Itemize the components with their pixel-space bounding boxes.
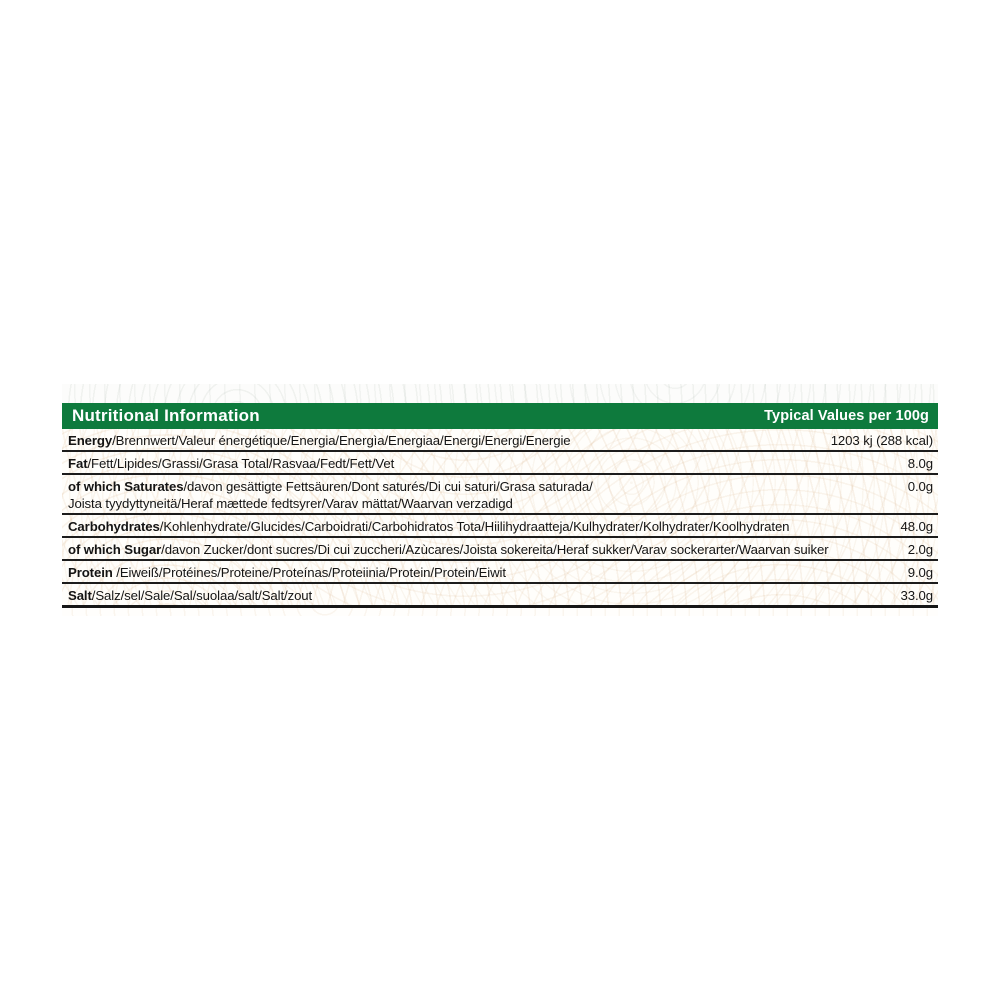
typical-values-label: Typical Values per 100g	[764, 408, 929, 424]
nutrient-name: Carbohydrates	[68, 519, 160, 534]
nutrient-label	[68, 455, 394, 472]
nutrient-label	[68, 518, 789, 535]
nutrient-translations: /Fett/Lipides/Grassi/Grasa Total/Rasvaa/Fedt/Fett/Vet	[87, 456, 395, 471]
nutrition-row-protein	[62, 561, 938, 584]
nutrition-row-salt	[62, 584, 938, 608]
nutrition-header-bar	[62, 403, 938, 429]
nutrient-name: of which Saturates	[68, 479, 184, 494]
nutrient-label	[68, 587, 312, 604]
nutrition-rows	[62, 429, 938, 608]
nutrient-translations-line2: Joista tyydyttyneitä/Heraf mættede fedtsyrer/Varav mättat/Waarvan verzadigd	[68, 496, 513, 511]
nutrient-translations: /davon gesättigte Fettsäuren/Dont saturés/Di cui saturi/Grasa saturada/	[183, 479, 593, 494]
nutrition-row-carbohydrates	[62, 515, 938, 538]
nutrient-label	[68, 564, 506, 581]
nutrition-row-sugar	[62, 538, 938, 561]
nutrient-label	[68, 432, 571, 449]
nutrient-value: 9.0g	[907, 565, 933, 580]
nutrient-value: 33.0g	[900, 588, 933, 603]
nutrition-row-energy	[62, 429, 938, 452]
nutrient-label	[68, 478, 593, 512]
nutrient-value: 1203 kj (288 kcal)	[830, 433, 933, 448]
nutrient-name: Energy	[68, 433, 113, 448]
nutrient-value: 0.0g	[907, 479, 933, 494]
nutrition-label	[62, 384, 938, 616]
nutrient-label	[68, 541, 829, 558]
label-top-texture	[62, 384, 938, 403]
label-bottom-texture	[62, 608, 938, 616]
nutrient-value: 48.0g	[900, 519, 933, 534]
nutrient-translations: /davon Zucker/dont sucres/Di cui zuccheri/Azùcares/Joista sokereita/Heraf sukker/Varav sockerarter/Waarvan suiker	[161, 542, 829, 557]
nutrient-value: 8.0g	[907, 456, 933, 471]
nutrient-translations: /Salz/sel/Sale/Sal/suolaa/salt/Salt/zout	[91, 588, 313, 603]
nutrient-name: of which Sugar	[68, 542, 162, 557]
nutrient-translations: /Kohlenhydrate/Glucides/Carboidrati/Carbohidratos Tota/Hiilihydraatteja/Kulhydrater/Kolhydrater/Koolhydraten	[159, 519, 790, 534]
nutrient-value: 2.0g	[907, 542, 933, 557]
nutrient-translations: /Eiweiß/Protéines/Proteine/Proteínas/Proteiinia/Protein/Protein/Eiwit	[112, 565, 506, 580]
nutrition-title: Nutritional Information	[72, 406, 260, 425]
nutrition-row-fat	[62, 452, 938, 475]
nutrient-translations: /Brennwert/Valeur énergétique/Energia/Energìa/Energiaa/Energi/Energi/Energie	[112, 433, 571, 448]
nutrient-name: Salt	[68, 588, 92, 603]
nutrient-name: Fat	[68, 456, 88, 471]
nutrition-row-saturates	[62, 475, 938, 515]
nutrient-name: Protein	[68, 565, 113, 580]
